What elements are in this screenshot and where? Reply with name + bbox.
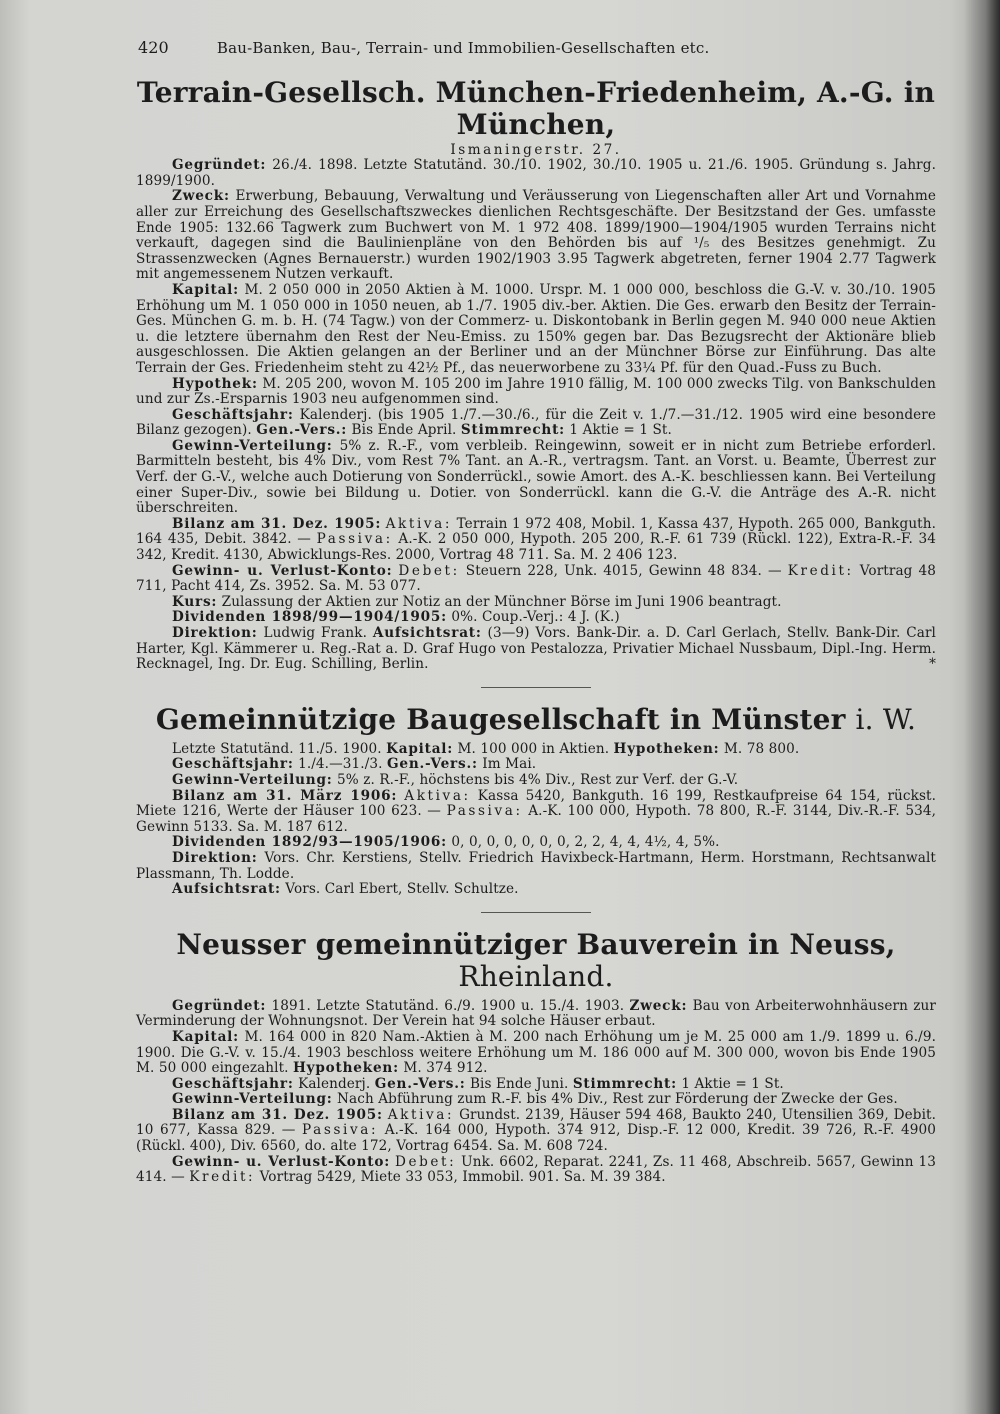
word-passiva: Passiva: [316,531,393,548]
text-stimmrecht: 1 Aktie = 1 St. [569,422,672,439]
label-geschaeftsjahr: Geschäftsjahr: [172,406,294,423]
paragraph-direktion [136,851,936,882]
text-gewinn-verteilung: Nach Abführung zum R.-F. bis 4% Div., Rest zur Förderung der Zwecke der Ges. [337,1091,898,1108]
word-kredit: Kredit: [787,562,854,579]
label-bilanz: Bilanz am 31. Dez. 1905: [172,1106,383,1123]
label-kapital: Kapital: [172,281,239,298]
label-gewinn-verlust: Gewinn- u. Verlust-Konto: [172,1153,391,1170]
label-hypothek: Hypothek: [172,375,258,392]
paragraph-kurs [136,595,936,611]
text-hypotheken: M. 78 800. [723,740,800,757]
paragraph-gewinn-verteilung [136,773,936,789]
paragraph-statut-kapital [136,742,936,758]
text-gegruendet: 1891. Letzte Statutänd. 6./9. 1900 u. 15./4. 1903. [271,997,625,1014]
text-bilanz-aktiva: Grundst. 2139, Häuser 594 468, Baukto 240, Utensilien 369, Debit. 10 677, Kassa 829. — [136,1106,937,1139]
text-geschaeftsjahr: Kalenderj. [298,1075,371,1092]
section-divider [481,687,591,688]
entry-title-main: Gemeinnützige Baugesellschaft in Münster [155,702,846,736]
label-geschaeftsjahr: Geschäftsjahr: [172,1075,294,1092]
text-direktion: Vors. Chr. Kerstiens, Stellv. Friedrich Havixbeck-Hartmann, Herm. Horstmann, Rechtsanwalt Plassmann, Th. Lodde. [136,849,936,882]
label-gewinn-verteilung: Gewinn-Verteilung: [172,1091,333,1108]
paragraph-gegruendet-zweck [136,999,936,1030]
text-guv-debet: Unk. 6602, Reparat. 2241, Zs. 11 468, Abschreib. 5657, Gewinn 13 414. — [136,1153,937,1186]
label-gen-vers: Gen.-Vers.: [374,1075,466,1092]
entry-address: Ismaningerstr. 27. [450,141,622,158]
label-kapital: Kapital: [386,740,454,757]
text-bilanz-passiva: A.-K. 164 000, Hypoth. 374 912, Disp.-F. 12 000, Kredit. 39 726, R.-F. 4900 (Rückl. 400), Div. 6560, do. alte 172, Vortrag 6454. Sa. M. 608 724. [136,1122,937,1155]
text-gewinn-verteilung: 5% z. R.-F., vom verbleib. Reingewinn, soweit er in nicht zum Betriebe erforderl. Barmitteln besteht, bis 4% Div., vom Rest 7% Tant. an A.-R., vertragsm. Tant. an Vorst. u. Beamte, Überrest zur Verf. der G.-V., welche auch Dotierung von Sonderrückl., sowie Amort. des A.-K. beschliessen kann. Bei Verteilung einer Super-Div., sowie bei Bildung u. Dotier. von Sonderrückl. kann die G.-V. die Anträge des A.-R. nicht überschreiten. [136,437,936,517]
paragraph-dividenden [136,610,936,626]
page-number: 420 [138,38,169,57]
label-kapital: Kapital: [172,1028,239,1045]
word-passiva: Passiva: [302,1122,379,1139]
text-geschaeftsjahr: Kalenderj. (bis 1905 1./7.—30./6., für die Zeit v. 1./7.—31./12. 1905 wird eine besondere Bilanz gezogen). [136,406,937,439]
section-divider [481,912,591,913]
text-gen-vers: Bis Ende Juni. [469,1075,569,1092]
entry-baugesellschaft-muenster [136,704,936,898]
word-kredit: Kredit: [189,1169,256,1186]
label-dividenden: Dividenden 1898/99—1904/1905: [172,609,447,626]
text-bilanz-aktiva: Terrain 1 972 408, Mobil. 1, Kassa 437, Hypoth. 265 000, Bankguth. 164 435, Debit. 3842. — [136,515,937,548]
label-geschaeftsjahr: Geschäftsjahr: [172,756,294,773]
label-gen-vers: Gen.-Vers.: [386,756,478,773]
paragraph-bilanz [136,789,936,836]
label-direktion: Direktion: [172,849,258,866]
word-aktiva: Aktiva: [404,787,471,804]
text-kurs: Zulassung der Aktien zur Notiz an der Münchner Börse im Juni 1906 beantragt. [221,593,782,610]
text-gen-vers: Bis Ende April. [351,422,457,439]
entry-title [136,929,936,993]
label-stimmrecht: Stimmrecht: [460,422,565,439]
paragraph-gewinn-verteilung [136,439,936,517]
text-aufsichtsrat: Vors. Carl Ebert, Stellv. Schultze. [285,881,519,898]
entry-terrain-muenchen-friedenheim [136,77,936,673]
text-zweck: Erwerbung, Bebauung, Verwaltung und Veräusserung von Liegenschaften aller Art und Vornahme aller zur Erreichung des Gesellschaftszweckes dienlichen Rechtsgeschäfte. Der Besitzstand der Ges. umfasste Ende 1905: 132.66 Tagwerk zum Buchwert von M. 1 972 408. 1899/1900—1904/1905 wurden Terrains nicht verkauft, dagegen sind die Baulinienpläne von den Behörden bis auf ¹/₅ des Besitzes genehmigt. Zu Strassenzwecken (Agnes Bernauerstr.) wurden 1902/1903 3.95 Tagwerk abgetreten, ferner 1904 2.77 Tagwerk mit angemessenem Nutzen verkauft. [136,188,936,283]
text-dividenden: 0, 0, 0, 0, 0, 0, 0, 2, 2, 4, 4, 4½, 4, 5%. [451,834,720,851]
text-bilanz-aktiva: Kassa 5420, Bankguth. 16 199, Restkaufpreise 64 154, rückst. Miete 1216, Werte der Häuser 100 623. — [136,787,937,820]
paragraph-bilanz [136,1108,936,1155]
label-bilanz: Bilanz am 31. Dez. 1905: [172,515,382,532]
paragraph-geschaeftsjahr [136,1077,936,1093]
paragraph-kapital [136,283,936,377]
text-bilanz-passiva: A.-K. 100 000, Hypoth. 78 800, R.-F. 3144, Div.-R.-F. 534, Gewinn 5133. Sa. M. 187 612. [136,803,937,835]
page-content [136,40,936,1186]
paragraph-gewinn-verteilung [136,1092,936,1108]
label-gewinn-verteilung: Gewinn-Verteilung: [172,771,333,788]
entry-title-place: i. W. [855,702,917,736]
text-geschaeftsjahr: 1./4.—31./3. [298,756,383,773]
paragraph-gewinn-verlust [136,564,936,595]
label-kurs: Kurs: [172,593,218,610]
text-bilanz-passiva: A.-K. 2 050 000, Hypoth. 205 200, R.-F. 61 739 (Rückl. 122), Extra-R.-F. 34 342, Kredit. 4130, Abwicklungs-Res. 2000, Vortrag 48 711. Sa. M. 2 406 123. [136,531,937,564]
paragraph-kapital [136,1030,936,1077]
label-hypotheken: Hypotheken: [293,1060,399,1077]
label-gen-vers: Gen.-Vers.: [256,422,348,439]
paragraph-geschaeftsjahr [136,757,936,773]
paragraph-hypothek [136,377,936,408]
footnote-star: * [929,656,936,673]
label-dividenden: Dividenden 1892/93—1905/1906: [172,834,447,851]
word-passiva: Passiva: [446,803,523,820]
text-guv-kredit: Vortrag 48 711, Pacht 414, Zs. 3952. Sa. M. 53 077. [136,562,936,595]
label-zweck: Zweck: [172,188,230,205]
paragraph-aufsichtsrat [136,882,936,898]
running-title: Bau-Banken, Bau-, Terrain- und Immobilien-Gesellschaften etc. [216,39,710,57]
text-hypotheken: M. 374 912. [403,1060,488,1077]
entry-title: Terrain-Gesellsch. München-Friedenheim, A.-G. in München, [136,75,936,141]
word-debet: Debet: [398,562,460,579]
text-gegruendet: 26./4. 1898. Letzte Statutänd. 30./10. 1902, 30./10. 1905 u. 21./6. 1905. Gründung s. Jahrg. 1899/1900. [136,157,936,189]
paragraph-gewinn-verlust [136,1155,936,1186]
paragraph-direktion-aufsichtsrat [136,626,936,673]
paragraph-bilanz [136,517,936,564]
label-zweck: Zweck: [629,997,688,1014]
label-gegruendet: Gegründet: [172,157,267,174]
label-bilanz: Bilanz am 31. März 1906: [172,787,398,804]
word-aktiva: Aktiva: [385,515,453,532]
text-zweck: Bau von Arbeiterwohnhäusern zur Verminderung der Wohnungsnot. Der Verein hat 94 solche Häuser erbaut. [136,997,937,1030]
text-gewinn-verteilung: 5% z. R.-F., höchstens bis 4% Div., Rest zur Verf. der G.-V. [337,771,739,788]
text-direktion: Ludwig Frank. [263,625,367,641]
entry-title-main: Neusser gemeinnütziger Bauverein in Neuss, [176,927,896,961]
entry-neusser-bauverein [136,929,936,1186]
label-stimmrecht: Stimmrecht: [572,1075,677,1092]
text-kapital: M. 100 000 in Aktien. [457,740,610,757]
paragraph-dividenden [136,835,936,851]
paragraph-zweck [136,189,936,283]
text-kapital: M. 164 000 in 820 Nam.-Aktien à M. 200 nach Erhöhung um je M. 25 000 am 1./9. 1899 u. 6./9. 1900. Die G.-V. v. 15./4. 1903 beschloss weitere Erhöhung um M. 186 000 auf M. 300 000, wovon bis Ende 1905 M. 50 000 eingezahlt. [136,1028,937,1077]
label-gewinn-verlust: Gewinn- u. Verlust-Konto: [172,562,393,579]
text-dividenden: 0%. Coup.-Verj.: 4 J. (K.) [451,609,620,626]
word-aktiva: Aktiva: [387,1106,455,1123]
text-gen-vers: Im Mai. [482,756,537,773]
text-guv-debet: Steuern 228, Unk. 4015, Gewinn 48 834. — [465,562,782,579]
label-direktion: Direktion: [172,625,258,641]
text-stimmrecht: 1 Aktie = 1 St. [681,1075,784,1092]
text-kapital: M. 2 050 000 in 2050 Aktien à M. 1000. Urspr. M. 1 000 000, beschloss die G.-V. v. 30./10. 1905 Erhöhung um M. 1 050 000 in 1050 neuen, ab 1./7. 1905 div.-ber. Aktien. Die Ges. erwarb den Besitz der Terrain-Ges. München G. m. b. H. (74 Tagw.) von der Commerz- u. Diskontobank in Berlin gegen M. 940 000 neue Aktien u. die letztere übernahm den Rest der Neu-Emiss. zu 150% gegen bar. Das Bezugsrecht der Aktionäre blieb ausgeschlossen. Die Aktien gelangen an der Berliner und an der Münchner Börse zur Einführung. Das alte Terrain der Ges. Friedenheim steht zu 42½ Pf., das neuerworbene zu 33¼ Pf. für den Quad.-Fuss zu Buch. [136,281,937,376]
paragraph-gegruendet [136,158,936,189]
entry-title-place: Rheinland. [458,959,614,993]
label-aufsichtsrat: Aufsichtsrat: [372,625,482,641]
paragraph-geschaeftsjahr [136,408,936,439]
text-aufsichtsrat: (3—9) Vors. Bank-Dir. a. D. Carl Gerlach, Stellv. Bank-Dir. Carl Harter, Kgl. Kämmerer u. Reg.-Rat a. D. Graf Hugo von Pestalozza, Privatier Michael Nussbaum, Dipl.-Ing. Herm. Recknagel, Ing. Dr. Eug. Schilling, Berlin. [136,625,937,673]
text-statut: Letzte Statutänd. 11./5. 1900. [172,740,382,757]
page-header [138,40,936,57]
label-hypotheken: Hypotheken: [613,740,720,757]
label-aufsichtsrat: Aufsichtsrat: [172,881,281,898]
word-debet: Debet: [394,1153,457,1170]
entry-title [136,704,936,736]
book-spine-shadow [964,0,1000,1414]
text-guv-kredit: Vortrag 5429, Miete 33 053, Immobil. 901. Sa. M. 39 384. [259,1169,666,1186]
text-hypothek: M. 205 200, wovon M. 105 200 im Jahre 1910 fällig, M. 100 000 zwecks Tilg. von Bankschulden und zur Zs.-Ersparnis 1903 neu aufgenommen sind. [136,375,936,408]
label-gewinn-verteilung: Gewinn-Verteilung: [172,437,333,454]
label-gegruendet: Gegründet: [172,997,267,1014]
